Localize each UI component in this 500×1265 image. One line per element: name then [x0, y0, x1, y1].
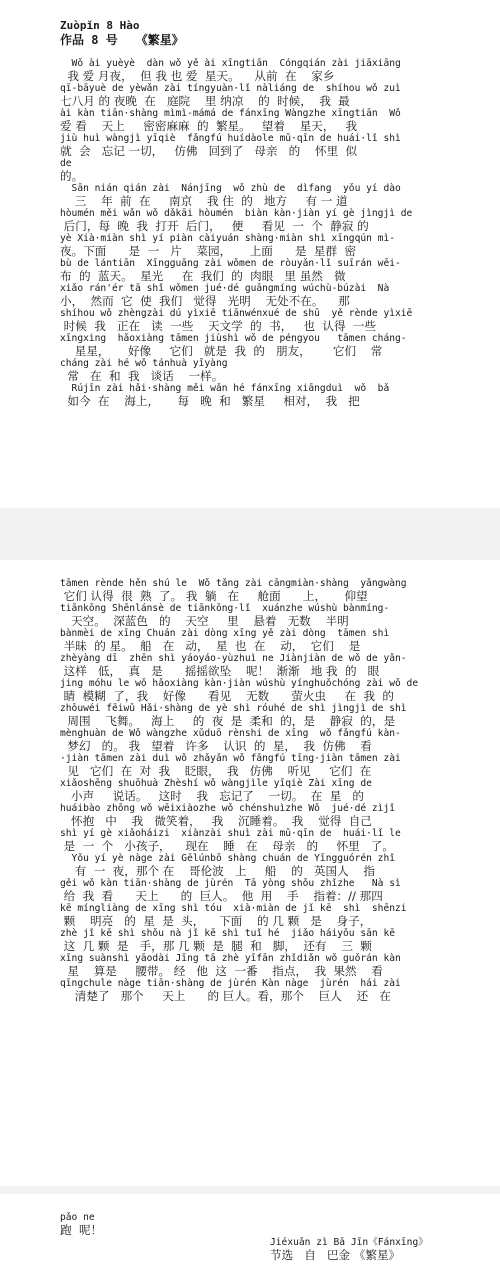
hanzi-line: 三 年 前 在 南京 我 住 的 地方 有 一 道 — [60, 194, 348, 208]
hanzi-line: 是 一 个 小孩子， 现在 睡 在 母亲 的 怀里 了。 — [60, 839, 394, 853]
pinyin-line: zhōuwéi fēiwǔ Hǎi·shàng de yè shì róuhé de shì jìngjì de shì — [60, 703, 407, 714]
pinyin-line: yè Xià·miàn shì yí piàn càiyuán shàng·miàn shì xīngqún mì- — [60, 233, 396, 244]
pinyin-line: tiānkōng Shēnlánsè de tiānkōng·lǐ xuánzhe wúshù bànmíng- — [60, 603, 390, 614]
hanzi-line: 爱 看 天上 密密麻麻 的 繁星。 望着 星天， 我 — [60, 119, 358, 133]
hanzi-line: 星星， 好像 它们 就是 我 的 朋友， 它们 常 — [60, 344, 383, 358]
hanzi-line: 我 爱 月夜， 但 我 也 爱 星天。 从前 在 家乡 — [60, 69, 335, 83]
document-page-3 — [0, 1194, 500, 1265]
pinyin-line: shì yí gè xiǎoháizi xiànzài shuì zài mǔ·qīn de huái·lǐ le — [60, 828, 401, 839]
pinyin-line: zhè jǐ kē shì shǒu nà jǐ kē shì tuǐ hé jiǎo háiyǒu sān kē — [60, 928, 396, 939]
ending-hanzi: 跑 呢！ — [60, 1223, 103, 1237]
pinyin-line: xīngxing hǎoxiàng tāmen jiùshì wǒ de péngyou tāmen cháng- — [60, 333, 407, 344]
hanzi-line: 它们 认得 很 熟 了。 我 躺 在 舱面 上， 仰望 — [60, 589, 368, 603]
pinyin-line: jiù huì wàngjì yīqiè fǎngfú huídàole mǔ·qīn de huái·lǐ shì — [60, 133, 401, 144]
hanzi-line: 梦幻 的。 我 望着 许多 认识 的 星， 我 仿佛 看 — [60, 739, 372, 753]
pinyin-line: tāmen rènde hěn shú le Wǒ tǎng zài cāngmiàn·shàng yǎngwàng — [60, 578, 407, 589]
pinyin-line: qī-bāyuè de yèwǎn zài tíngyuàn·lǐ nàliáng de shíhou wǒ zuì — [60, 83, 401, 94]
pinyin-line: huáibào zhōng wǒ wēixiàozhe wǒ chénshuìzhe Wǒ jué·dé zìjǐ — [60, 803, 396, 814]
pinyin-line: mènghuàn de Wǒ wàngzhe xǔduō rènshi de xīng wǒ fǎngfú kàn- — [60, 728, 401, 739]
hanzi-line: 怀抱 中 我 微笑着， 我 沉睡着。 我 觉得 自己 — [60, 814, 372, 828]
hanzi-line: 就 会 忘记 一切， 仿佛 回到了 母亲 的 怀里 似 — [60, 144, 358, 158]
pinyin-line: bù de lántiān Xīngguāng zài wǒmen de ròuyǎn·lǐ suīrán wēi- — [60, 258, 401, 269]
page-separator — [0, 1186, 500, 1194]
hanzi-line: 天空。 深蓝色 的 天空 里 悬着 无数 半明 — [60, 614, 349, 628]
pinyin-line: xiǎo rán'ér tā shǐ wǒmen jué·dé guāngmíng wúchù-búzài Nà — [60, 283, 390, 294]
pinyin-line: de — [60, 158, 72, 169]
pinyin-line: Sān nián qián zài Nánjīng wǒ zhù de dìfang yǒu yí dào — [60, 183, 401, 194]
hanzi-line: 如今 在 海上， 每 晚 和 繁星 相对， 我 把 — [60, 394, 360, 408]
hanzi-line: 小， 然而 它 使 我们 觉得 光明 无处不在。 那 — [60, 294, 350, 308]
hanzi-line: 有 一 夜，那个 在 哥伦波 上 船 的 英国人 指 — [60, 864, 376, 878]
hanzi-line: 半昧 的 星。 船 在 动， 星 也 在 动， 它们 是 — [60, 639, 361, 653]
pinyin-line: kē míngliàng de xīng shì tóu xià·miàn de jǐ kē shì shēnzi — [60, 903, 407, 914]
pinyin-line: Rújīn zài hǎi·shàng měi wǎn hé fánxīng xiāngduì wǒ bǎ — [60, 383, 390, 394]
pinyin-line: gěi wǒ kàn tiān·shàng de jùrén Tā yòng shǒu zhǐzhe Nà sì — [60, 878, 401, 889]
hanzi-line: 后门，每 晚 我 打开 后门， 便 看见 一 个 静寂 的 — [60, 219, 369, 233]
pinyin-line: Wǒ ài yuèyè dàn wǒ yě ài xīngtiān Cóngqián zài jiāxiāng — [60, 58, 401, 69]
document-page-2 — [0, 560, 500, 1186]
pinyin-line: zhèyàng dī zhēn shì yáoyáo-yùzhuì ne Jiànjiàn de wǒ de yǎn- — [60, 653, 407, 664]
pinyin-line: ·jiàn tāmen zài duì wǒ zhǎyǎn wǒ fǎngfú tīng·jiàn tāmen zài — [60, 753, 401, 764]
hanzi-line: 小声 说话。 这时 我 忘记了 一切。 在 星 的 — [60, 789, 364, 803]
hanzi-line: 夜。下面 是 一 片 菜园， 上面 是 星群 密 — [60, 244, 357, 258]
pinyin-line: Yǒu yí yè nàge zài Gēlúnbō shàng chuán de Yīngguórén zhǐ — [60, 853, 396, 864]
hanzi-line: 颗 明亮 的 星 是 头， 下面 的 几 颗 是 身子， — [60, 914, 372, 928]
hanzi-line: 给 我 看 天上 的 巨人。 他 用 手 指着：// 那四 — [60, 889, 383, 903]
work-title: 《繁星》 — [135, 33, 184, 47]
hanzi-line: 这 几 颗 是 手，那 几 颗 是 腿 和 脚， 还有 三 颗 — [60, 939, 372, 953]
hanzi-line: 见 它们 在 对 我 眨眼， 我 仿佛 听见 它们 在 — [60, 764, 372, 778]
pinyin-line: ài kàn tiān·shàng mìmì-mámá de fánxīng Wàngzhe xīngtiān Wǒ — [60, 108, 401, 119]
pinyin-line: xīng suànshì yāodài Jīng tā zhè yīfān zhǐdiǎn wǒ guǒrán kàn — [60, 953, 401, 964]
hanzi-line: 七八月 的 夜晚 在 庭院 里 纳凉 的 时候， 我 最 — [60, 94, 350, 108]
text-block-page-2 — [60, 578, 470, 1003]
work-number-pinyin: Zuòpǐn 8 Hào — [60, 19, 140, 32]
hanzi-line: 睛 模糊 了，我 好像 看见 无数 萤火虫 在 我 的 — [60, 689, 394, 703]
pinyin-line: jing móhu le wǒ hǎoxiàng kàn·jiàn wúshù yínghuǒchóng zài wǒ de — [60, 678, 419, 689]
document-page-1 — [0, 0, 500, 508]
pinyin-line: shíhou wǒ zhèngzài dú yìxiē tiānwénxué de shū yě rènde yìxiē — [60, 308, 413, 319]
pinyin-line: cháng zài hé wǒ tánhuà yīyàng — [60, 358, 228, 369]
credit-hanzi: 节选 自 巴金 《繁星》 — [270, 1248, 401, 1262]
pinyin-line: xiǎoshēng shuōhuà Zhèshí wǒ wàngjìle yīqiè Zài xīng de — [60, 778, 372, 789]
credit-pinyin: Jiéxuǎn zì Bā Jīn《Fánxīng》 — [270, 1237, 428, 1248]
hanzi-line: 的。 — [60, 169, 84, 183]
hanzi-line: 布 的 蓝天。 星光 在 我们 的 肉眼 里 虽然 微 — [60, 269, 346, 283]
hanzi-line: 清楚了 那个 天上 的 巨人。看，那个 巨人 还 在 — [60, 989, 391, 1003]
hanzi-line: 星 算是 腰带。 经 他 这 一番 指点， 我 果然 看 — [60, 964, 383, 978]
page-separator — [0, 508, 500, 560]
hanzi-line: 周围 飞舞。 海上 的 夜 是 柔和 的，是 静寂 的，是 — [60, 714, 396, 728]
pinyin-line: bànmèi de xīng Chuán zài dòng xīng yě zài dòng tāmen shì — [60, 628, 390, 639]
work-number-heading — [60, 32, 470, 48]
hanzi-line: 这样 低， 真 是 摇摇欲坠 呢！ 渐渐 地 我 的 眼 — [60, 664, 380, 678]
hanzi-line: 时候 我 正在 读 一些 天文学 的 书， 也 认得 一些 — [60, 319, 377, 333]
pinyin-line: qīngchule nàge tiān·shàng de jùrén Kàn nàge jùrén hái zài — [60, 978, 401, 989]
work-number-label: 作品 8 号 — [60, 33, 118, 47]
pinyin-line: hòumén měi wǎn wǒ dǎkāi hòumén biàn kàn·jiàn yí gè jìngjì de — [60, 208, 413, 219]
text-block-page-1 — [60, 58, 470, 408]
ending-pinyin: pǎo ne — [60, 1212, 95, 1223]
hanzi-line: 常 在 和 我 谈话 一样。 — [60, 369, 224, 383]
